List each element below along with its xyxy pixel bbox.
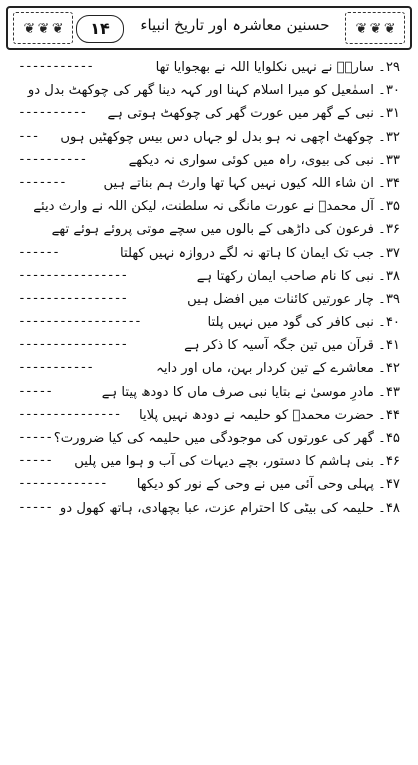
list-item bbox=[0, 149, 418, 172]
dash-leader: ----- bbox=[18, 453, 53, 469]
item-text: ۴۰۔ نبی کافر کی گود میں نہیں پلتا bbox=[207, 315, 400, 331]
header-ornament-left: ❦ ❦ ❦ bbox=[13, 12, 73, 44]
list-item bbox=[0, 172, 418, 195]
list-item bbox=[0, 218, 418, 241]
item-text: ۴۶۔ بنی ہاشم کا دستور، بچے دیہات کی آب و ہوا میں پلیں bbox=[74, 454, 400, 470]
list-item bbox=[0, 288, 418, 311]
item-text: ۴۷۔ پہلی وحی آئی میں نے وحی کے نور کو دیکھا bbox=[136, 477, 400, 493]
item-text: ۴۳۔ مادرِ موسیٰ نے بتایا نبی صرف ماں کا دودھ پیتا ہے bbox=[101, 384, 400, 400]
list-item bbox=[0, 195, 418, 218]
dash-leader: ------------------ bbox=[18, 314, 141, 330]
list-item bbox=[0, 427, 418, 450]
list-item bbox=[0, 497, 418, 520]
item-text: ۴۲۔ معاشرے کے تین کردار بہن، ماں اور دایہ bbox=[156, 361, 400, 377]
header-ornament-right: ❦ ❦ ❦ bbox=[345, 12, 405, 44]
item-text: ۳۷۔ جب تک ایمان کا ہاتھ نہ لگے دروازہ نہیں کھلتا bbox=[119, 245, 400, 261]
item-text: ۴۱۔ قرآن میں تین جگہ آسیہ کا ذکر ہے bbox=[184, 338, 400, 354]
list-item bbox=[0, 334, 418, 357]
dash-leader: ---------------- bbox=[18, 290, 128, 306]
dash-leader: ----- bbox=[18, 499, 53, 515]
list-item bbox=[0, 242, 418, 265]
item-text: ۳۵۔ آل محمدؐ نے عورت مانگی نہ سلطنت، لیکن اللہ نے وارث دیئے bbox=[33, 199, 400, 215]
item-text: ۴۵۔ گھر کی عورتوں کی موجودگی میں حلیمہ کی کیا ضرورت؟ bbox=[53, 431, 400, 446]
dash-leader: ------- bbox=[18, 174, 66, 190]
list-item bbox=[0, 102, 418, 125]
dash-leader: --- bbox=[18, 128, 39, 144]
item-text: ۳۴۔ ان شاء اللہ کیوں نہیں کہا تھا وارث ہم بناتے ہیں bbox=[103, 175, 400, 191]
dash-leader: ----- bbox=[18, 383, 53, 399]
item-text: ۳۸۔ نبی کا نام صاحب ایمان رکھتا ہے bbox=[196, 268, 400, 284]
list-item bbox=[0, 381, 418, 404]
list-item bbox=[0, 265, 418, 288]
item-text: ۲۹۔ سارہؑ نے نہیں نکلوایا اللہ نے بھجوایا تھا bbox=[155, 60, 400, 75]
page-header bbox=[6, 6, 412, 50]
dash-leader: ---------- bbox=[18, 151, 87, 167]
dash-leader: ----- bbox=[18, 430, 53, 445]
book-title: حسنین معاشرہ اور تاریخ انبیاء bbox=[140, 16, 330, 34]
list-item bbox=[0, 357, 418, 380]
page-number: ۱۴ bbox=[76, 15, 124, 43]
list-item bbox=[0, 126, 418, 149]
dash-leader: ---------- bbox=[18, 105, 87, 121]
dash-leader: ------------- bbox=[18, 476, 107, 492]
dash-leader: ---------------- bbox=[18, 337, 128, 353]
dash-leader: ------ bbox=[18, 244, 59, 260]
list-item bbox=[0, 473, 418, 496]
list-item bbox=[0, 79, 418, 102]
list-item bbox=[0, 450, 418, 473]
item-text: ۳۶۔ فرعون کی داڑھی کے بالوں میں سچے موتی پروئے ہوئے تھے bbox=[51, 222, 400, 238]
dash-leader: --------------- bbox=[18, 406, 121, 422]
list-item bbox=[0, 56, 418, 79]
dash-leader: ----------- bbox=[18, 360, 94, 376]
item-text: ۳۱۔ نبی کے گھر میں عورت گھر کی چوکھٹ ہوتی ہے bbox=[107, 106, 400, 122]
item-text: ۳۲۔ چوکھٹ اچھی نہ ہو بدل لو جہاں دس بیس چوکھٹیں ہوں bbox=[60, 129, 400, 145]
item-text: ۳۰۔ اسمٰعیل کو میرا اسلام کہنا اور کہہ دینا گھر کی چوکھٹ بدل دو bbox=[27, 83, 400, 99]
item-text: ۴۸۔ حلیمہ کی بیٹی کا احترام عزت، عبا بچھادی، ہاتھ کھول دو bbox=[59, 500, 400, 516]
item-text: ۳۹۔ چار عورتیں کائنات میں افضل ہیں bbox=[187, 291, 400, 307]
dash-leader: ----------- bbox=[18, 59, 94, 74]
list-item bbox=[0, 311, 418, 334]
topic-list bbox=[0, 56, 418, 520]
item-text: ۴۴۔ حضرت محمدؐ کو حلیمہ نے دودھ نہیں پلایا bbox=[138, 407, 400, 423]
list-item bbox=[0, 404, 418, 427]
dash-leader: ---------------- bbox=[18, 267, 128, 283]
item-text: ۳۳۔ نبی کی بیوی، راہ میں کوئی سواری نہ دیکھے bbox=[128, 152, 400, 168]
